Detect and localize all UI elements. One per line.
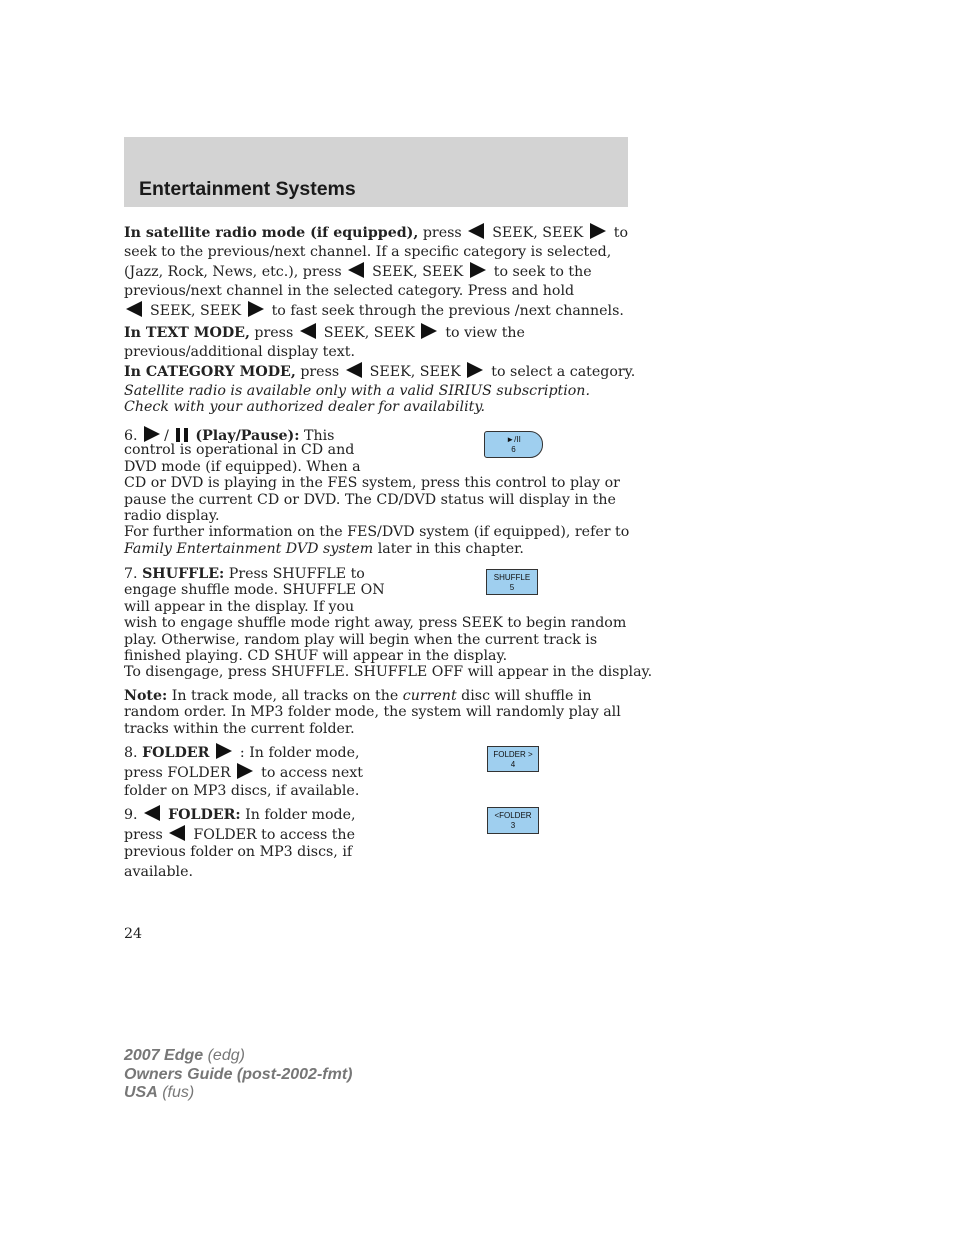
- folder-prev-icon: [169, 825, 185, 841]
- shuffle-item: 7. SHUFFLE: Press SHUFFLE to engage shuffle mode. SHUFFLE ON will appear in the display. If you wish to engage shuffle mode right away, press SEEK to begin random play. Otherwise, random play will begin when the current track is finished playing. CD SHUF will appear in the display. To disengage, press SHUFFLE. SHUFFLE OFF will appear in the display.: [124, 566, 653, 681]
- seek-left-icon: [346, 362, 362, 378]
- folder-prev-button-illustration: <FOLDER 3: [487, 807, 539, 834]
- seek-left-icon: [300, 323, 316, 339]
- text-mode-paragraph: In TEXT MODE, press SEEK, SEEK to view the previous/additional display text.: [124, 325, 525, 360]
- satellite-paragraph: In satellite radio mode (if equipped), press SEEK, SEEK to seek to the previous/next channel. If a specific category is selected, (Jazz, Rock, News, etc.), press SEEK, SEEK to seek to the previous/next channel in the selected category. Press and hold SEEK, SEEK to fast seek through the previous /next channels.: [124, 225, 629, 319]
- sirius-note: Satellite radio is available only with a valid SIRIUS subscription. Check with your authorized dealer for availability.: [124, 383, 590, 416]
- shuffle-button-illustration: SHUFFLE 5: [486, 569, 538, 595]
- folder-next-button-illustration: FOLDER > 4: [487, 746, 539, 772]
- folder-next-item: 8. FOLDER : In folder mode, press FOLDER to access next folder on MP3 discs, if available.: [124, 745, 363, 799]
- seek-left-icon: [126, 301, 142, 317]
- page-number: 24: [124, 926, 143, 942]
- category-mode-paragraph: In CATEGORY MODE, press SEEK, SEEK to select a category.: [124, 364, 636, 380]
- seek-right-icon: [421, 323, 437, 339]
- seek-left-icon: [348, 262, 364, 278]
- play-pause-button-illustration: ►/II 6: [484, 431, 543, 458]
- folder-next-icon: [216, 743, 232, 759]
- play-pause-item: 6. / (Play/Pause): This control is operational in CD and DVD mode (if equipped). When a CD or DVD is playing in the FES system, press this control to play or pause the current CD or DVD. The CD/DVD status will display in the radio display. For further information on the FES/DVD system (if equipped), refer to Family Entertainment DVD system later in this chapter.: [124, 428, 630, 557]
- pause-icon: [175, 428, 189, 442]
- folder-prev-icon: [144, 805, 160, 821]
- shuffle-note: Note: In track mode, all tracks on the current disc will shuffle in random order. In MP3 folder mode, the system will randomly play all tracks within the current folder.: [124, 688, 621, 737]
- section-title: Entertainment Systems: [139, 178, 356, 200]
- folder-next-icon: [237, 763, 253, 779]
- play-icon: [144, 426, 160, 442]
- seek-right-icon: [248, 301, 264, 317]
- document-footer: 2007 Edge (edg) Owners Guide (post-2002-fmt) USA (fus): [124, 1047, 353, 1101]
- seek-right-icon: [470, 262, 486, 278]
- seek-right-icon: [467, 362, 483, 378]
- seek-left-icon: [468, 223, 484, 239]
- section-header-band: [124, 137, 628, 207]
- seek-right-icon: [590, 223, 606, 239]
- folder-prev-item: 9. FOLDER: In folder mode, press FOLDER to access the previous folder on MP3 discs, if available.: [124, 807, 356, 880]
